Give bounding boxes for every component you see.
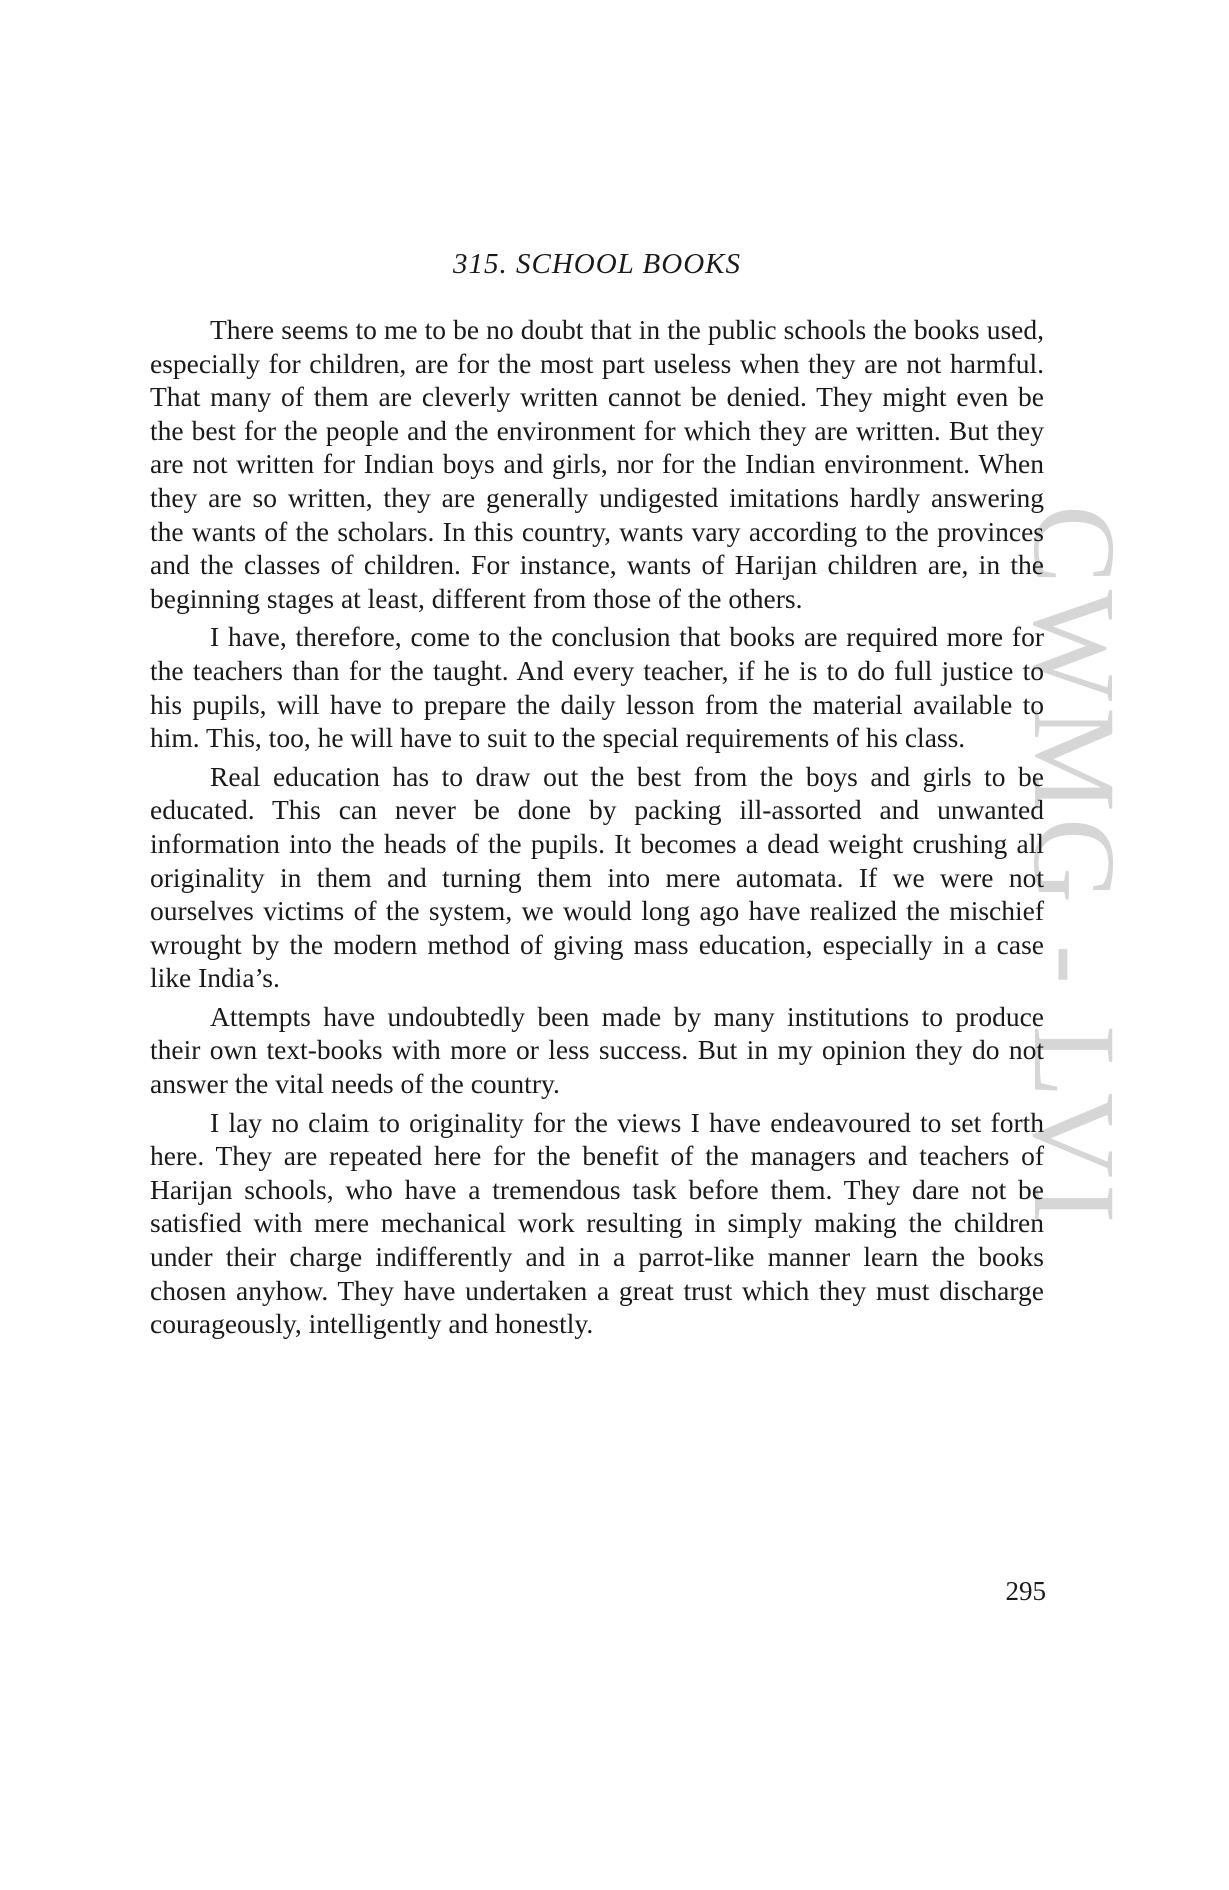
paragraph-5: I lay no claim to originality for the views I have endeavoured to set forth here. They are repeated here for the benefit of the managers and teachers of Harijan schools, who have a tremendous task before them. They dare not be satisfied with mere mechanical work resulting in simply making the children under their charge indifferently and in a parrot-like manner learn the books chosen anyhow. They have undertaken a great trust which they must discharge courageously, intelligently and honestly. [150, 1106, 1044, 1340]
page-number: 295 [1005, 1576, 1046, 1606]
paragraph-4: Attempts have undoubtedly been made by many institutions to produce their own text-books with more or less success. But in my opinion they do not answer the vital needs of the country. [150, 1000, 1044, 1100]
watermark-text: CWMG - LVI [1009, 505, 1140, 1230]
paragraph-2: I have, therefore, come to the conclusion that books are required more for the teachers than for the taught. And every teacher, if he is to do full justice to his pupils, will have to prepare the daily lesson from the material available to him. This, too, he will have to suit to the special requirements of his class. [150, 621, 1044, 754]
body-text [150, 313, 1044, 1346]
paragraph-1: There seems to me to be no doubt that in the public schools the books used, especially for children, are for the most part useless when they are not harmful. That many of them are cleverly written cannot be denied. They might even be the best for the people and the environment for which they are written. But they are not written for Indian boys and girls, nor for the Indian environment. When they are so written, they are generally undigested imitations hardly answering the wants of the scholars. In this country, wants vary according to the provinces and the classes of children. For instance, wants of Harijan children are, in the beginning stages at least, different from those of the others. [150, 314, 1044, 614]
paragraph-3: Real education has to draw out the best from the boys and girls to be educated. This can never be done by packing ill-assorted and unwanted information into the heads of the pupils. It becomes a dead weight crushing all originality in them and turning them into mere automata. If we were not ourselves victims of the system, we would long ago have realized the mischief wrought by the modern method of giving mass education, especially in a case like India’s. [150, 760, 1044, 994]
page-title: 315. SCHOOL BOOKS [453, 248, 741, 280]
